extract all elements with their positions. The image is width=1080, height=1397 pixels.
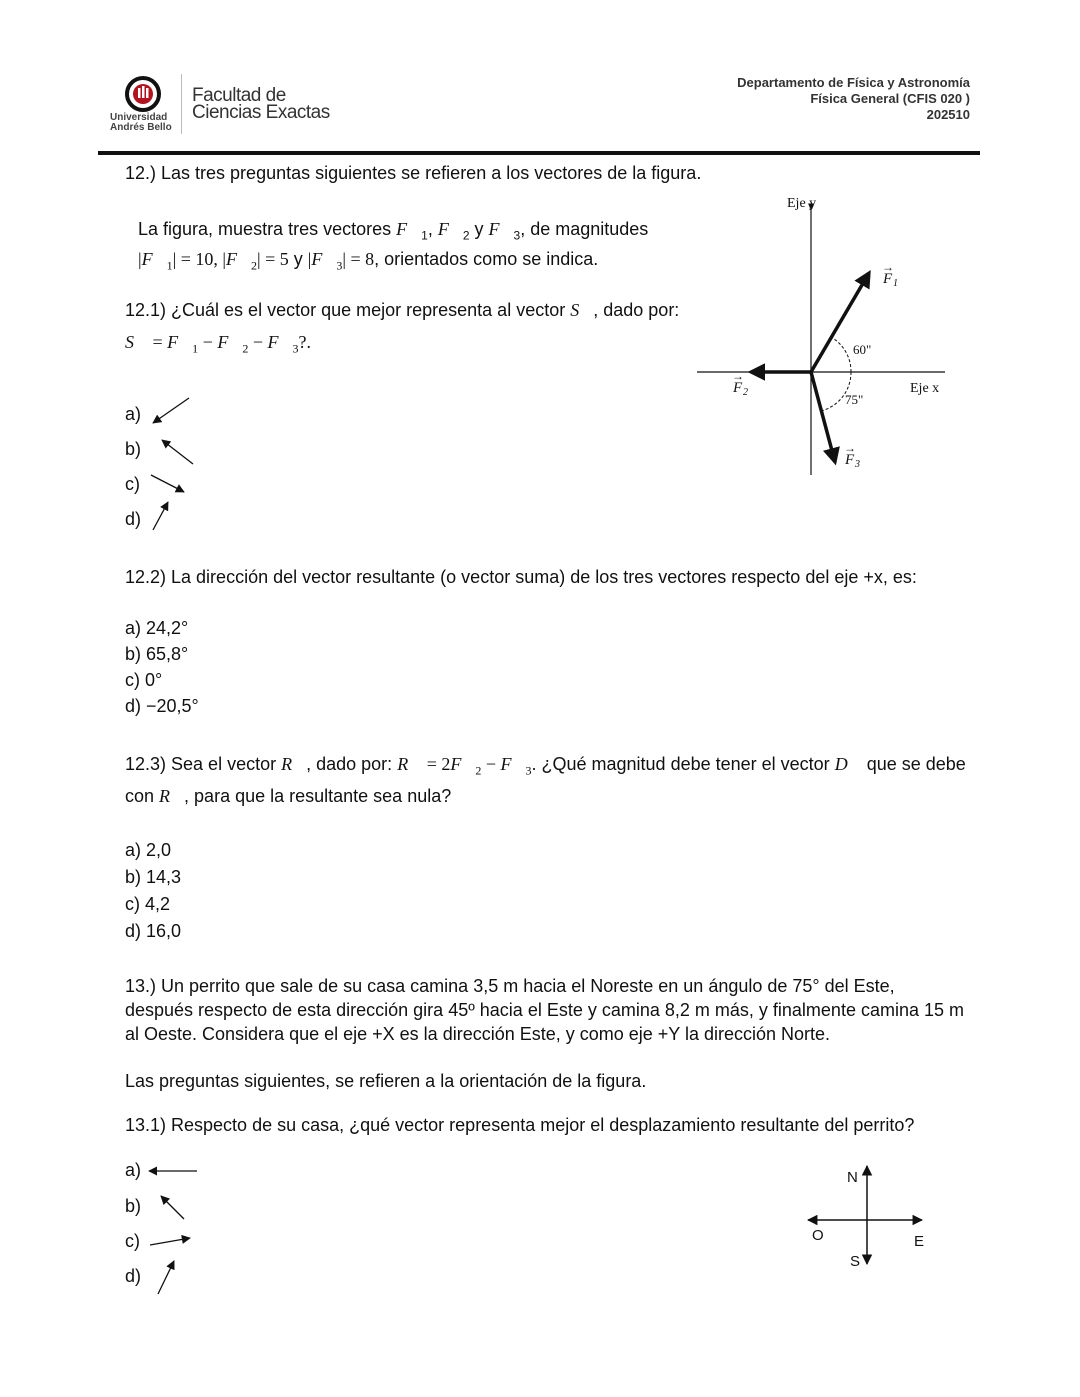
q12-title: 12.) Las tres preguntas siguientes se refieren a los vectores de la figura.	[125, 163, 702, 183]
university-logo	[108, 76, 178, 136]
q12-magnitudes: $|F⃗_1| = 10$, $|F⃗_2| = 5$ y $|F⃗_3| = 8$, orientados como se indica.	[138, 249, 599, 273]
compass-o-label: O	[812, 1227, 824, 1244]
vector-f3	[811, 372, 835, 462]
axis-x-label: Eje x	[910, 381, 940, 396]
arrow-up-left-icon	[161, 1196, 184, 1219]
q121-option-a[interactable]: a)	[125, 404, 142, 424]
department: Departamento de Física y Astronomía	[737, 75, 970, 90]
angle-60-label: 60"	[853, 342, 872, 357]
q121-equation: S⃗ = $F⃗_1$ − $F⃗_2$ − $F⃗_3$?.	[125, 332, 311, 356]
arrow-down-left-icon	[153, 398, 189, 423]
header-rule	[98, 151, 980, 155]
vector-figure	[695, 190, 955, 480]
q12-intro: La figura, muestra tres vectores $F⃗_1$, $F⃗_2$ y $F⃗_3$, de magnitudes	[138, 219, 649, 243]
arrow-up-left-icon	[162, 440, 193, 464]
q122-question: 12.2) La dirección del vector resultante (o vector suma) de los tres vectores respecto del eje +x, es:	[125, 567, 917, 587]
q122-option-a[interactable]: a) 24,2°	[125, 618, 189, 638]
q13-text: 13.) Un perrito que sale de su casa camina 3,5 m hacia el Noreste en un ángulo de 75° del Este, después respecto de esta dirección gira 45º hacia el Este y camina 8,2 m más, y finalmente camina 15 m al Oeste. Considera que el eje +X es la dirección Este, y como eje +Y la dirección Norte.	[125, 976, 964, 1044]
q131-option-c[interactable]: c)	[125, 1231, 140, 1251]
f1-label	[882, 260, 898, 289]
arrow-up-right-icon	[158, 1261, 174, 1294]
svg-text:F: F	[845, 452, 855, 468]
f2-label	[732, 369, 748, 398]
q123-option-d[interactable]: d) 16,0	[125, 921, 182, 941]
q131-option-arrows	[140, 1156, 210, 1296]
q131-option-d[interactable]: d)	[125, 1266, 142, 1286]
arrow-down-right-icon	[151, 475, 184, 492]
svg-text:2: 2	[743, 387, 748, 398]
svg-text:→: →	[732, 369, 744, 383]
compass-figure	[800, 1162, 940, 1272]
q123-option-a[interactable]: a) 2,0	[125, 840, 172, 860]
arrow-up-right-icon	[153, 502, 168, 530]
university-seal-icon	[125, 76, 161, 112]
header-info	[737, 75, 970, 123]
svg-text:F: F	[733, 380, 743, 396]
q131-option-a[interactable]: a)	[125, 1160, 142, 1180]
arrow-right-icon	[150, 1238, 190, 1245]
course: Física General (CFIS 020 )	[810, 91, 970, 106]
svg-text:→: →	[882, 260, 894, 274]
angle-75-label: 75"	[845, 392, 864, 407]
q123-question-line2: con R⃡, para que la resultante sea nula?	[125, 786, 452, 806]
angle-60-arc	[831, 337, 851, 372]
q122-option-d[interactable]: d) −20,5°	[125, 696, 199, 716]
logo-divider	[181, 74, 182, 134]
logo-university-line2: Andrés Bello	[110, 122, 172, 133]
svg-text:→: →	[844, 441, 856, 455]
svg-text:1: 1	[893, 278, 898, 289]
q122-option-c[interactable]: c) 0°	[125, 670, 163, 690]
faculty-line1: Facultad de	[192, 85, 286, 106]
q131-option-b[interactable]: b)	[125, 1196, 142, 1216]
f3-label	[844, 441, 860, 470]
compass-e-label: E	[914, 1233, 925, 1250]
logo-university-line1: Universidad	[110, 112, 168, 123]
q121-option-d[interactable]: d)	[125, 509, 142, 529]
compass-s-label: S	[850, 1253, 861, 1270]
q122-option-b[interactable]: b) 65,8°	[125, 644, 189, 664]
q121-option-arrows	[145, 392, 205, 532]
vector-f1	[811, 273, 872, 372]
faculty-line2: Ciencias Exactas	[192, 102, 330, 123]
axis-y-label: Eje y	[787, 196, 817, 211]
svg-text:F: F	[883, 271, 893, 287]
q13-orientation: Las preguntas siguientes, se refieren a la orientación de la figura.	[125, 1071, 647, 1091]
q123-question-line1: 12.3) Sea el vector R⃡, dado por: R⃡ = $2F⃗_2$ − $F⃗_3$. ¿Qué magnitud debe tener el vector D⃡ que se debe	[125, 754, 966, 778]
q121-question: 12.1) ¿Cuál es el vector que mejor representa al vector S⃗, dado por:	[125, 300, 680, 320]
q123-option-c[interactable]: c) 4,2	[125, 894, 171, 914]
q121-option-b[interactable]: b)	[125, 439, 142, 459]
q123-option-b[interactable]: b) 14,3	[125, 867, 182, 887]
compass-n-label: N	[847, 1169, 858, 1186]
term: 202510	[926, 107, 970, 122]
q121-option-c[interactable]: c)	[125, 474, 140, 494]
q131-question: 13.1) Respecto de su casa, ¿qué vector representa mejor el desplazamiento resultante del perrito?	[125, 1115, 915, 1135]
svg-text:3: 3	[855, 459, 860, 470]
